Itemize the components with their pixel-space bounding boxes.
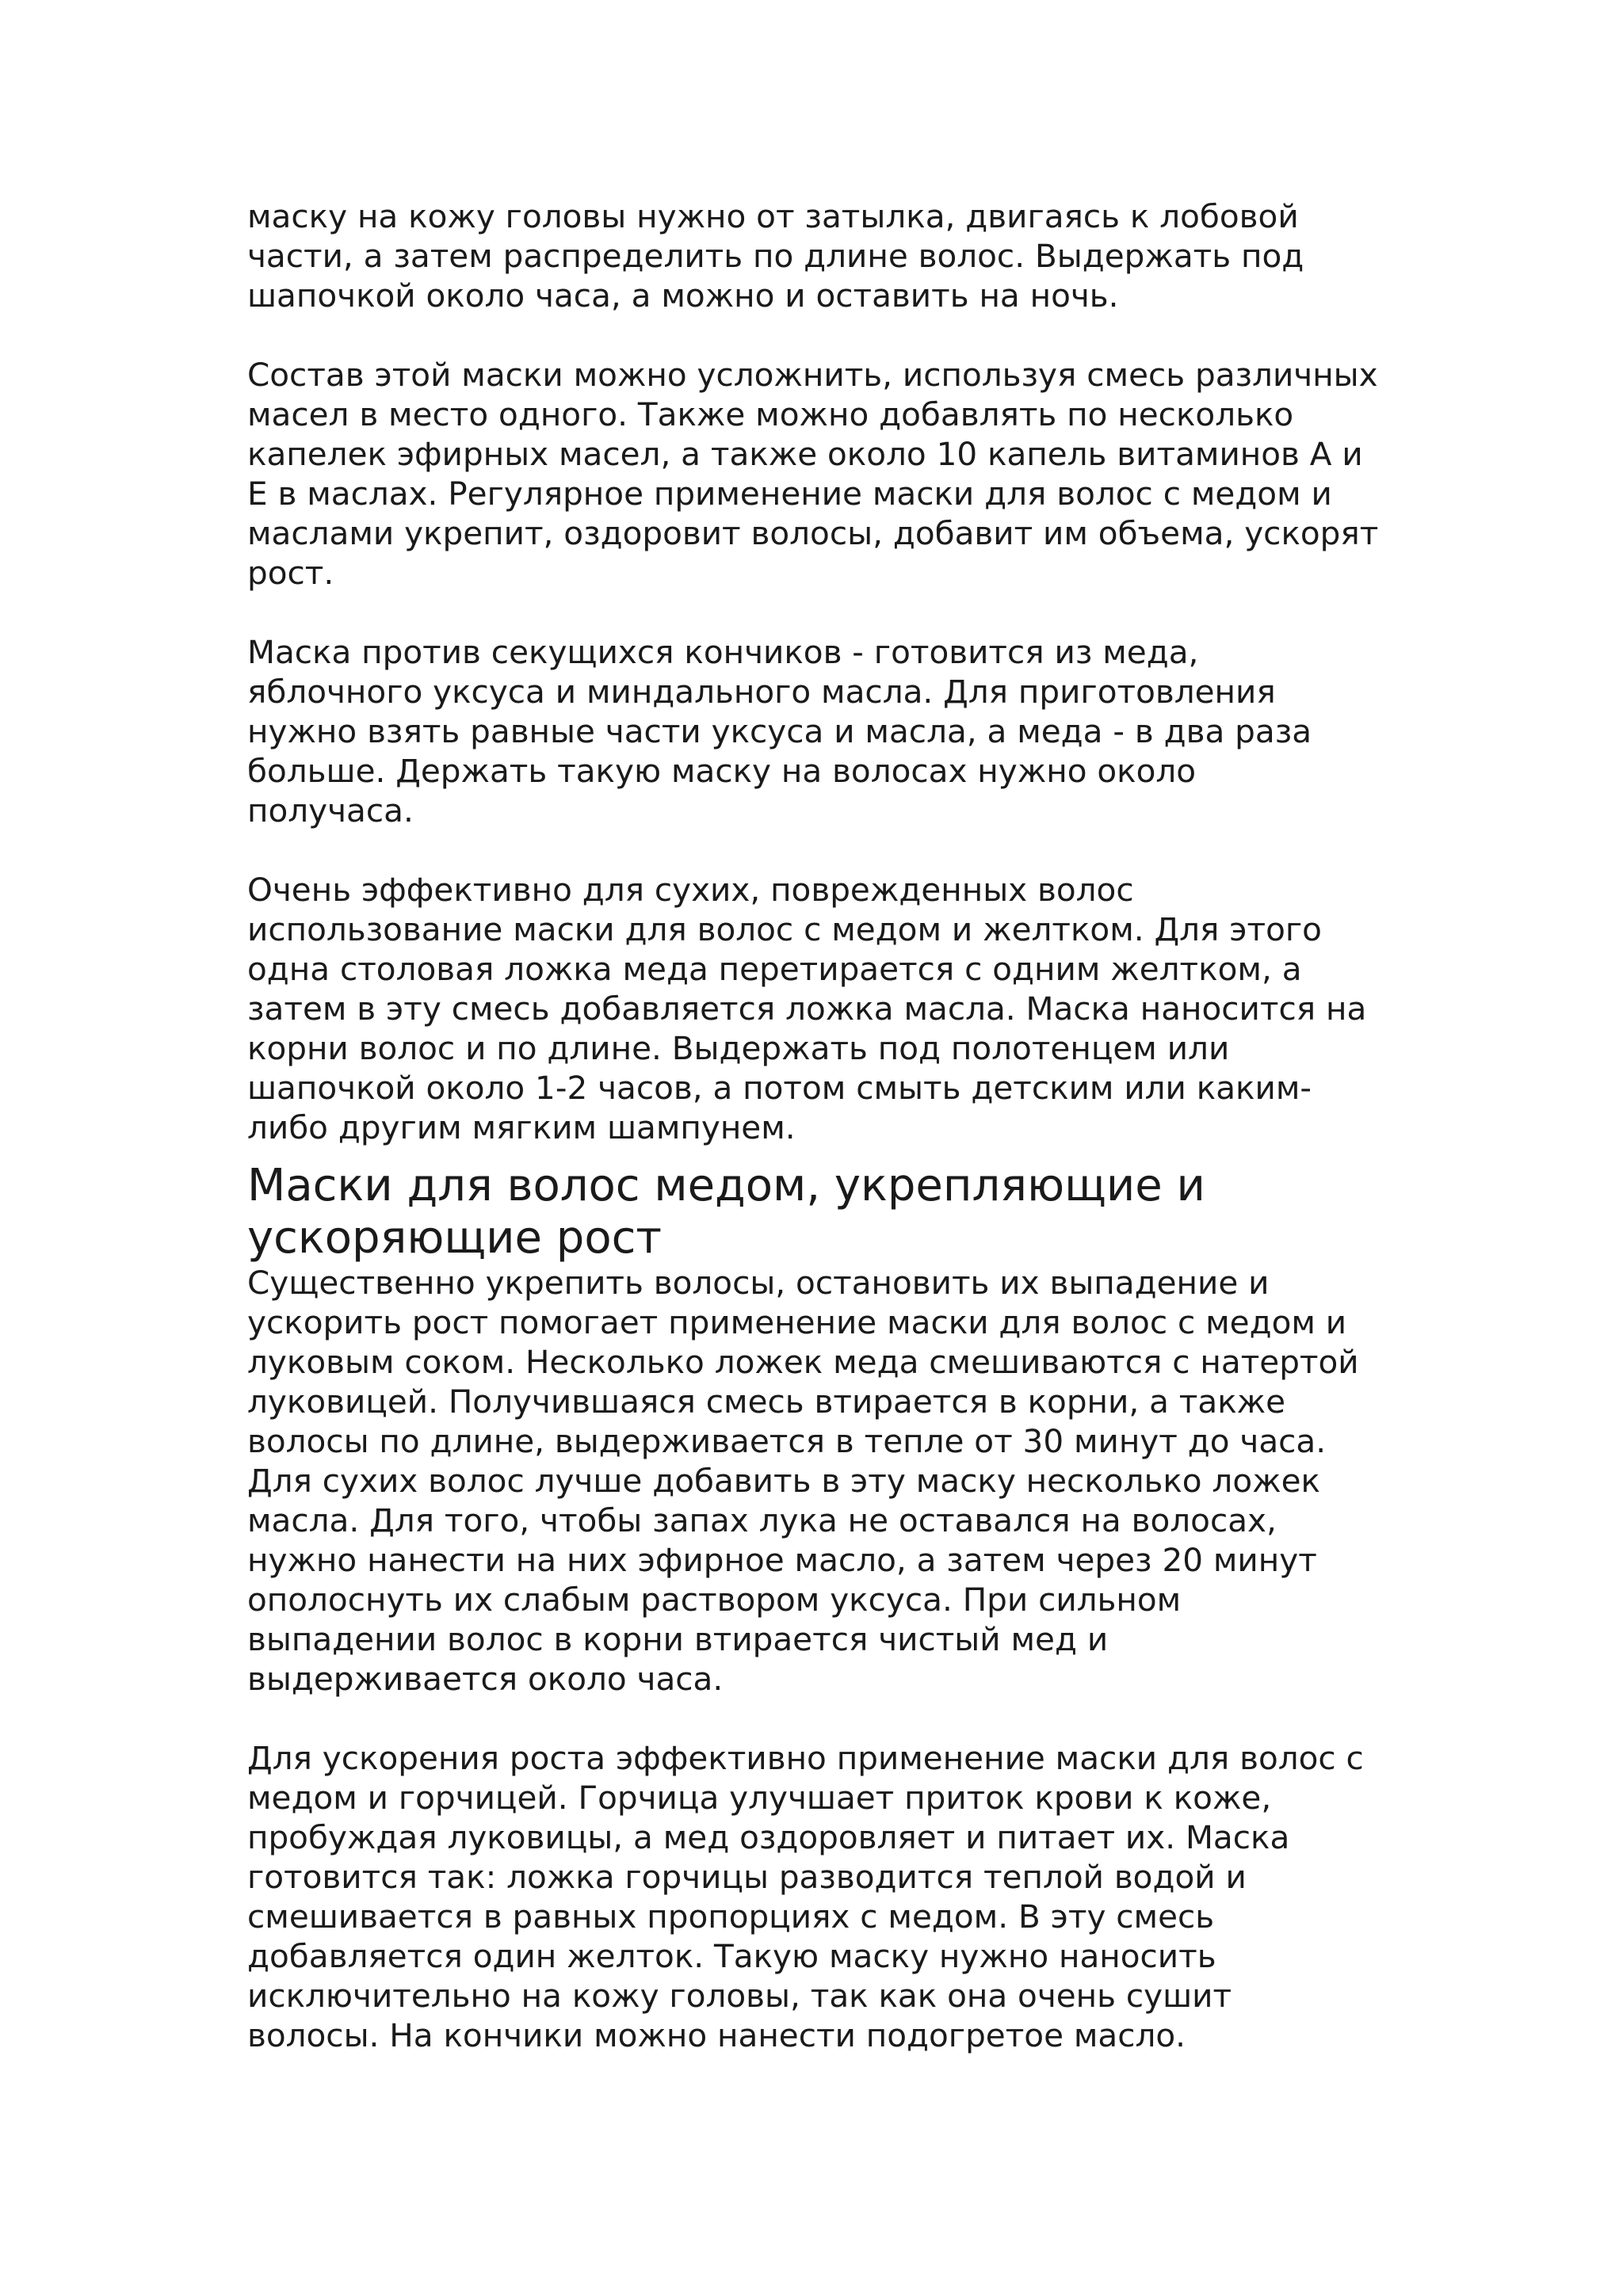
text-line: Для ускорения роста эффективно применение маски для волос с xyxy=(247,1739,1364,1777)
text-line: медом и горчицей. Горчица улучшает приток крови к коже, xyxy=(247,1779,1272,1817)
text-line: Очень эффективно для сухих, поврежденных волос xyxy=(247,871,1134,909)
paragraph-yolk-mask xyxy=(247,870,1404,1147)
text-line: либо другим мягким шампунем. xyxy=(247,1108,796,1146)
text-line: использование маски для волос с медом и желтком. Для этого xyxy=(247,910,1322,948)
text-line: ополоснуть их слабым раствором уксуса. При сильном xyxy=(247,1581,1182,1619)
text-line: ускорить рост помогает применение маски для волос с медом и xyxy=(247,1303,1347,1341)
text-line: нужно взять равные части уксуса и масла, а меда - в два раза xyxy=(247,712,1312,750)
text-line: луковицей. Получившаяся смесь втирается в корни, а также xyxy=(247,1383,1286,1421)
text-line: маску на кожу головы нужно от затылка, двигаясь к лобовой xyxy=(247,197,1299,235)
paragraph-mustard-mask xyxy=(247,1738,1404,2055)
text-line: корни волос и по длине. Выдержать под полотенцем или xyxy=(247,1029,1230,1067)
document-body xyxy=(247,196,1404,2095)
text-line: больше. Держать такую маску на волосах нужно около xyxy=(247,752,1197,790)
text-line: маслами укрепит, оздоровит волосы, добавит им объема, ускорят xyxy=(247,514,1379,552)
text-line: Состав этой маски можно усложнить, используя смесь различных xyxy=(247,356,1378,394)
text-line: луковым соком. Несколько ложек меда смешиваются с натертой xyxy=(247,1343,1359,1381)
text-line: капелек эфирных масел, а также около 10 капель витаминов А и xyxy=(247,435,1363,473)
text-line: Существенно укрепить волосы, остановить их выпадение и xyxy=(247,1264,1270,1302)
section-heading xyxy=(247,1160,1404,1264)
text-line: волосы по длине, выдерживается в тепле от 30 минут до часа. xyxy=(247,1422,1327,1460)
text-line: готовится так: ложка горчицы разводится теплой водой и xyxy=(247,1858,1247,1896)
paragraph-split-ends-mask xyxy=(247,632,1404,830)
text-line: части, а затем распределить по длине волос. Выдержать под xyxy=(247,237,1304,275)
text-line: нужно нанести на них эфирное масло, а затем через 20 минут xyxy=(247,1541,1317,1579)
text-line: Для сухих волос лучше добавить в эту маску несколько ложек xyxy=(247,1462,1320,1500)
text-line: волосы. На кончики можно нанести подогретое масло. xyxy=(247,2016,1186,2054)
text-line: масла. Для того, чтобы запах лука не оставался на волосах, xyxy=(247,1501,1277,1539)
text-line: шапочкой около 1-2 часов, а потом смыть детским или каким- xyxy=(247,1069,1312,1107)
paragraph-onion-mask xyxy=(247,1263,1404,1699)
text-line: исключительно на кожу головы, так как она очень сушит xyxy=(247,1977,1232,2015)
text-line: яблочного уксуса и миндального масла. Для приготовления xyxy=(247,673,1276,711)
text-line: масел в место одного. Также можно добавлять по несколько xyxy=(247,395,1294,433)
heading-line: ускоряющие рост xyxy=(247,1212,663,1264)
text-line: одна столовая ложка меда перетирается с одним желтком, а xyxy=(247,950,1302,988)
text-line: выпадении волос в корни втирается чистый мед и xyxy=(247,1620,1109,1658)
paragraph-hair-mask-application xyxy=(247,196,1404,315)
text-line: Е в маслах. Регулярное применение маски для волос с медом и xyxy=(247,475,1332,513)
text-line: Маска против секущихся кончиков - готовится из меда, xyxy=(247,633,1199,671)
text-line: шапочкой около часа, а можно и оставить на ночь. xyxy=(247,277,1119,315)
text-line: добавляется один желток. Такую маску нужно наносить xyxy=(247,1937,1216,1975)
heading-line: Маски для волос медом, укрепляющие и xyxy=(247,1160,1205,1211)
section-strengthening-masks xyxy=(247,1160,1404,2055)
paragraph-oil-blend xyxy=(247,355,1404,593)
text-line: затем в эту смесь добавляется ложка масла. Маска наносится на xyxy=(247,990,1367,1028)
text-line: пробуждая луковицы, а мед оздоровляет и питает их. Маска xyxy=(247,1818,1290,1856)
text-line: получаса. xyxy=(247,791,414,830)
text-line: смешивается в равных пропорциях с медом. В эту смесь xyxy=(247,1897,1215,1936)
text-line: рост. xyxy=(247,554,334,592)
text-line: выдерживается около часа. xyxy=(247,1660,724,1698)
